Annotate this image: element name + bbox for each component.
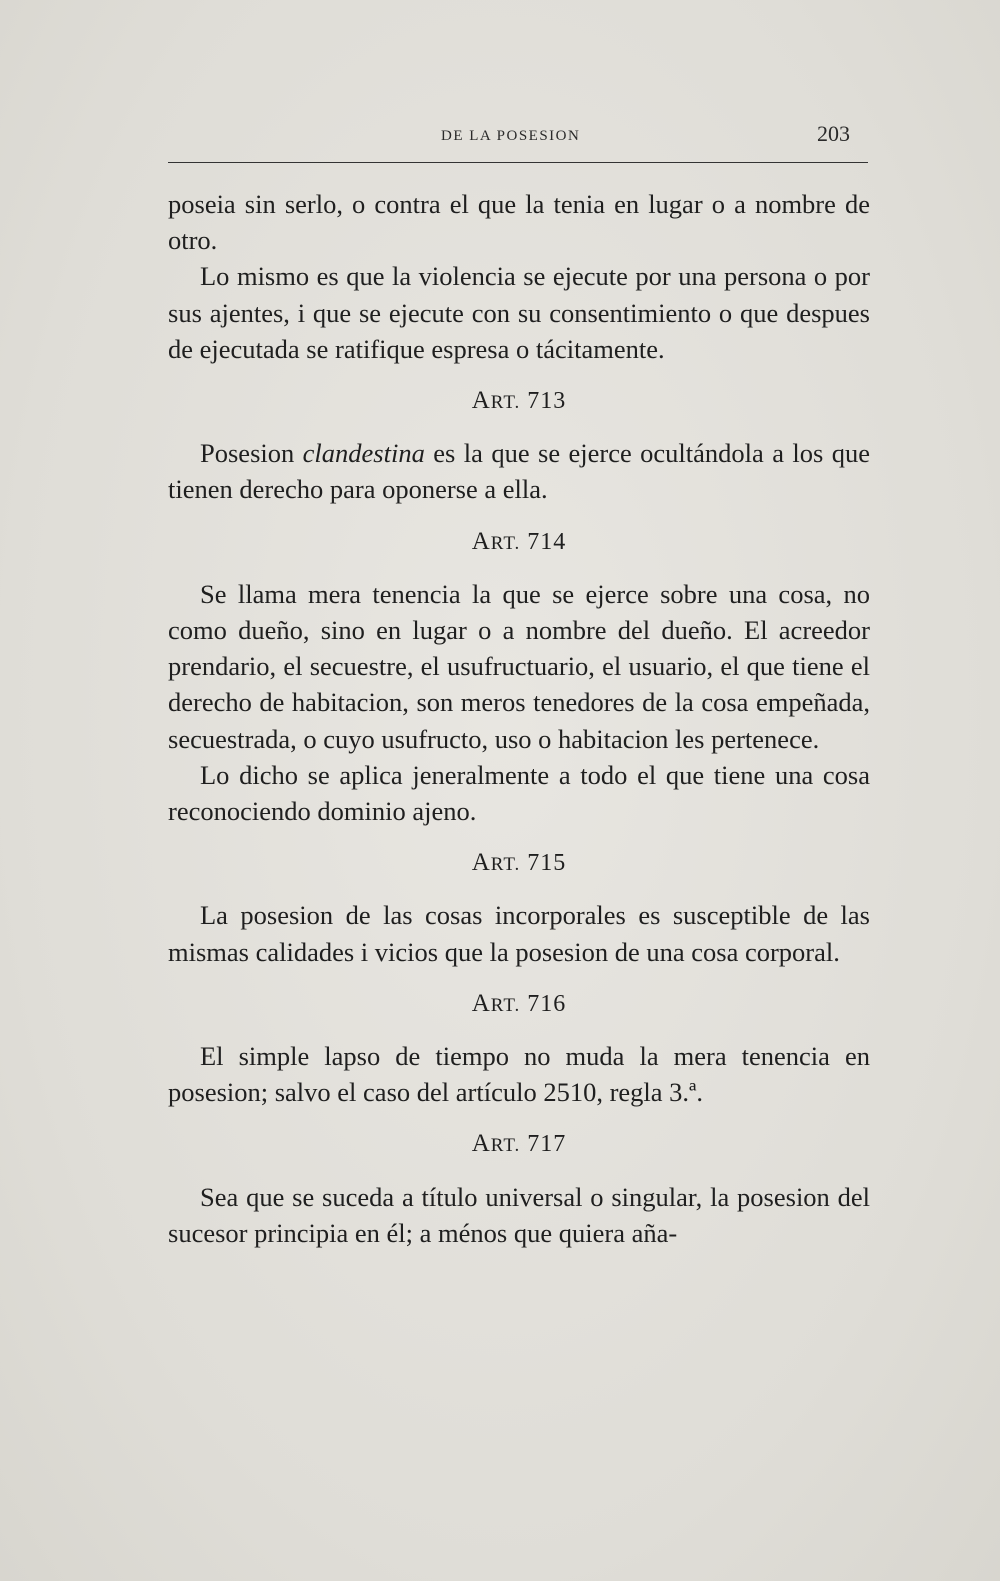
italic-term: clandestina — [302, 438, 425, 469]
article-heading-716: ART. 716 — [471, 989, 567, 1017]
paragraph-continuation: poseia sin serlo, o contra el que la tenia en lugar o a nombre de otro. — [168, 189, 870, 256]
article-heading-713: ART. 713 — [471, 387, 567, 415]
running-title: DE LA POSESION — [441, 128, 581, 144]
article-heading-714: ART. 714 — [471, 527, 567, 555]
article-717-text: Sea que se suceda a título universal o singular, la posesion del sucesor principia en él; a ménos que quiera aña- — [168, 1181, 870, 1248]
article-heading-717: ART. 717 — [471, 1130, 567, 1158]
page-body — [168, 186, 870, 1251]
article-heading-715: ART. 715 — [471, 849, 567, 877]
article-715-text: La posesion de las cosas incorporales es susceptible de las mismas calidades i vicios que la posesion de una cosa corporal. — [168, 900, 870, 967]
book-page — [168, 118, 870, 1248]
article-714-text: Se llama mera tenencia la que se ejerce sobre una cosa, no como dueño, sino en lugar o a nombre del dueño. El acreedor prendario, el secuestre, el usufructuario, el usuario, el que tiene el derecho de habitacion, son meros tenedores de la cosa empeñada, secuestrada, o cuyo usufructo, uso o habitacion les pertenece. — [168, 578, 870, 754]
page-number: 203 — [817, 121, 850, 146]
article-716-text: El simple lapso de tiempo no muda la mera tenencia en posesion; salvo el caso del artículo 2510, regla 3.ª. — [168, 1041, 870, 1108]
running-header — [168, 118, 870, 158]
paragraph: Lo mismo es que la violencia se ejecute por una persona o por sus ajentes, i que se ejecute con su consentimiento o que despues de ejecutada se ratifique espresa o tácitamente. — [168, 261, 870, 364]
article-713-text: Posesion clandestina es la que se ejerce ocultándola a los que tienen derecho para oponerse a ella. — [168, 438, 870, 505]
article-714-text-2: Lo dicho se aplica jeneralmente a todo el que tiene una cosa reconociendo dominio ajeno. — [168, 759, 870, 827]
header-rule — [168, 162, 868, 163]
